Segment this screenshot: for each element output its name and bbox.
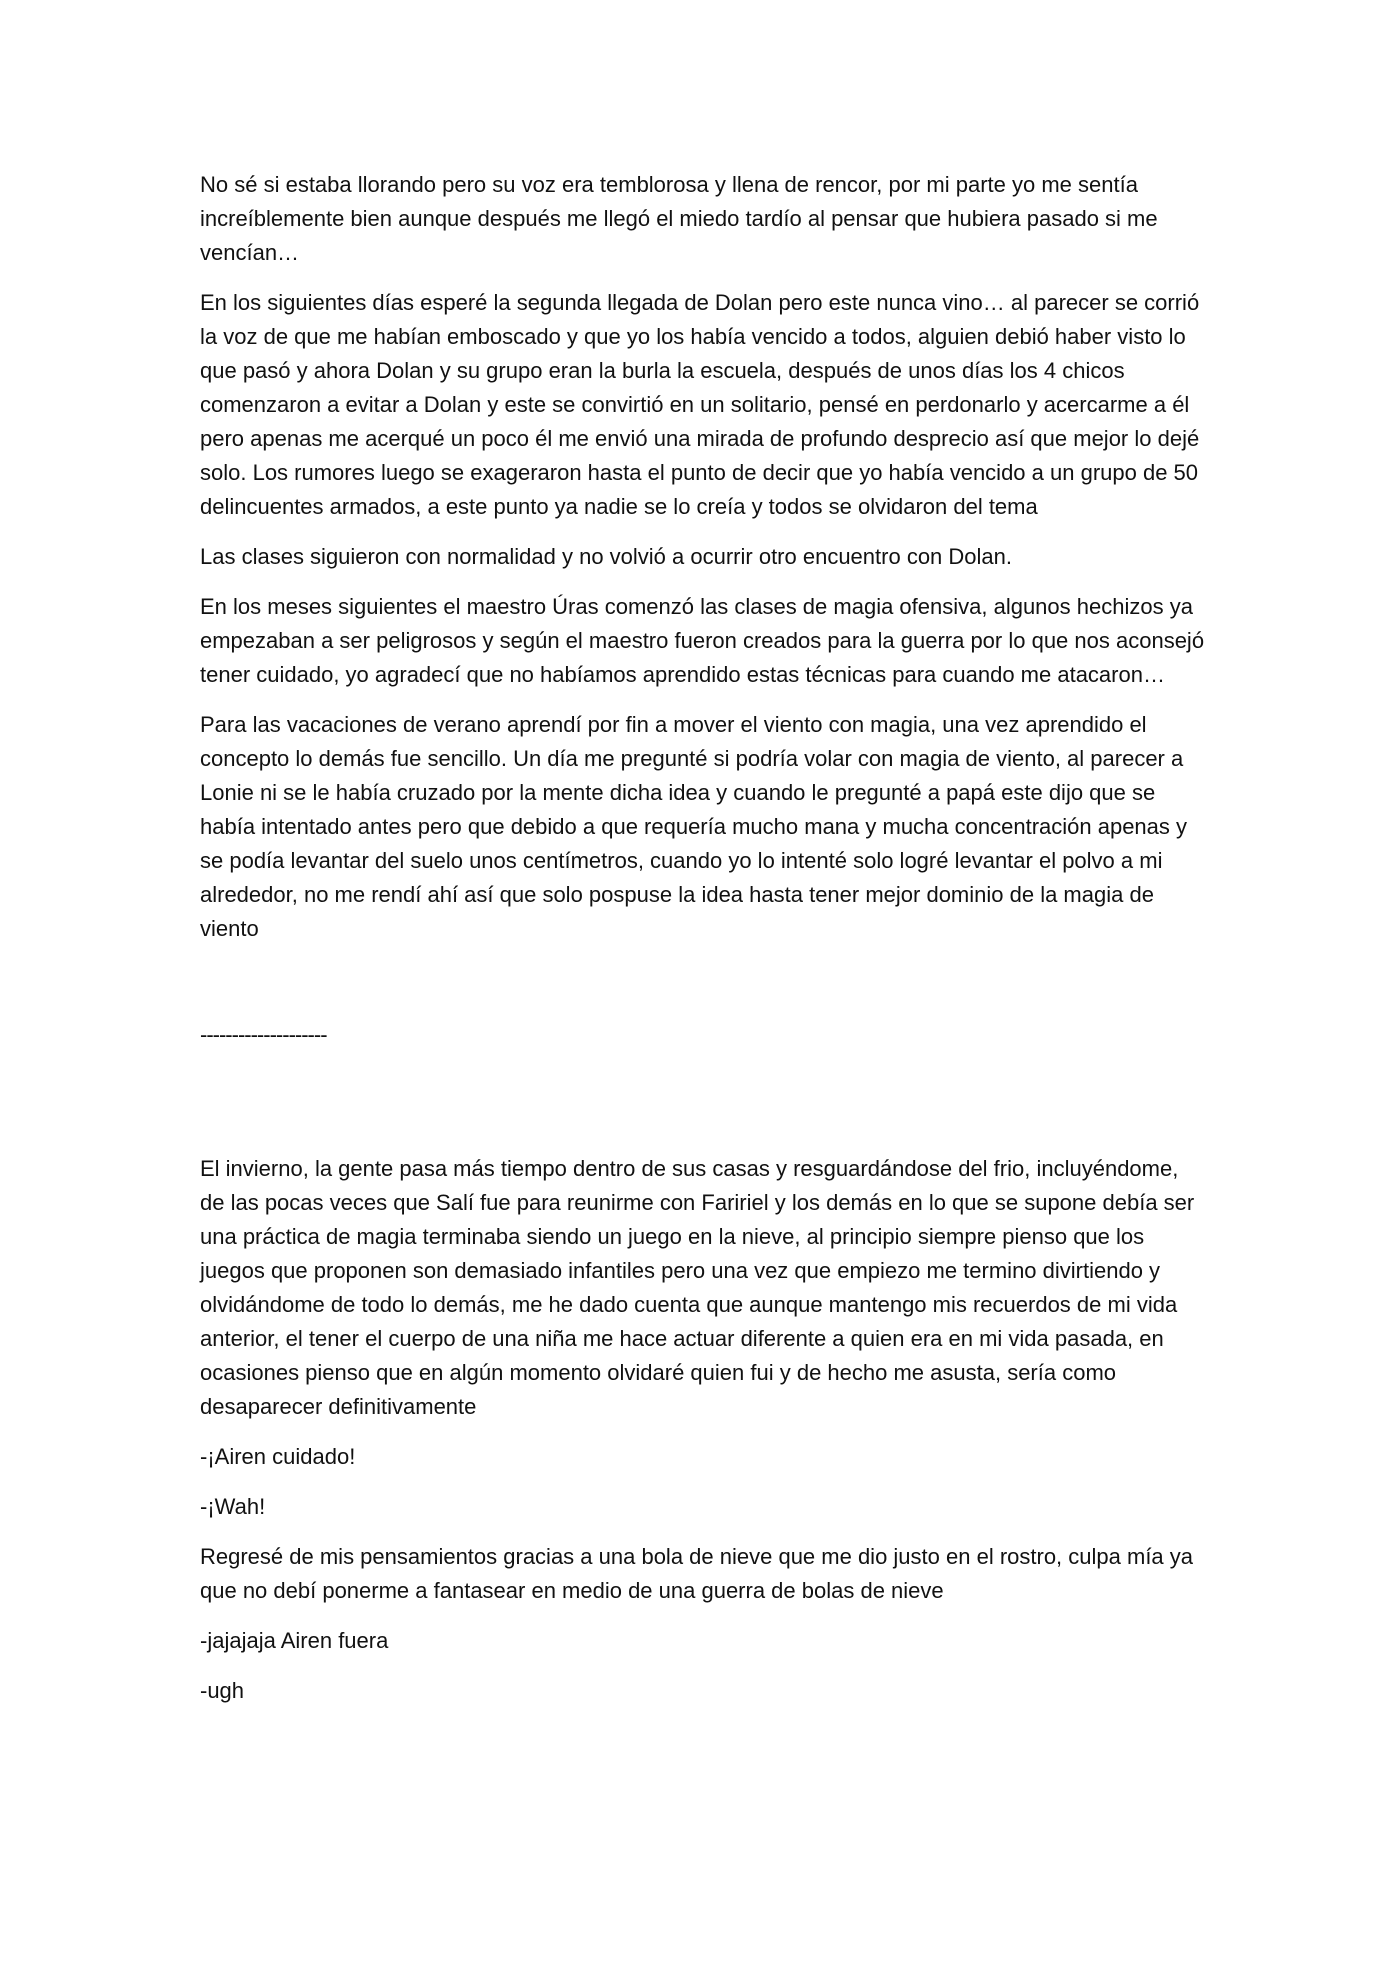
dialogue-line: -¡Airen cuidado! bbox=[200, 1444, 356, 1469]
section-separator: -------------------- bbox=[200, 1022, 327, 1047]
paragraph: En los siguientes días esperé la segunda llegada de Dolan pero este nunca vino… al parecer se corrió la voz de que me habían emboscado y que yo los había vencido a todos, alguien debió haber visto lo que pasó y ahora Dolan y su grupo eran la burla la escuela, después de unos días los 4 chicos comenzaron a evitar a Dolan y este se convirtió en un solitario, pensé en perdonarlo y acercarme a él pero apenas me acerqué un poco él me envió una mirada de profundo desprecio así que mejor lo dejé solo. Los rumores luego se exageraron hasta el punto de decir que yo había vencido a un grupo de 50 delincuentes armados, a este punto ya nadie se lo creía y todos se olvidaron del tema bbox=[200, 290, 1200, 519]
paragraph: Las clases siguieron con normalidad y no volvió a ocurrir otro encuentro con Dolan. bbox=[200, 544, 1012, 569]
paragraph: Para las vacaciones de verano aprendí por fin a mover el viento con magia, una vez aprendido el concepto lo demás fue sencillo. Un día me pregunté si podría volar con magia de viento, al parecer a Lonie ni se le había cruzado por la mente dicha idea y cuando le pregunté a papá este dijo que se había intentado antes pero que debido a que requería mucho mana y mucha concentración apenas y se podía levantar del suelo unos centímetros, cuando yo lo intenté solo logré levantar el polvo a mi alrededor, no me rendí ahí así que solo pospuse la idea hasta tener mejor dominio de la magia de viento bbox=[200, 712, 1188, 941]
dialogue-line: -¡Wah! bbox=[200, 1494, 266, 1519]
paragraph: En los meses siguientes el maestro Úras comenzó las clases de magia ofensiva, algunos hechizos ya empezaban a ser peligrosos y según el maestro fueron creados para la guerra por lo que nos aconsejó tener cuidado, yo agradecí que no habíamos aprendido estas técnicas para cuando me atacaron… bbox=[200, 594, 1205, 687]
dialogue-line: -jajajaja Airen fuera bbox=[200, 1628, 389, 1653]
document-body bbox=[200, 168, 1205, 1724]
paragraph: El invierno, la gente pasa más tiempo dentro de sus casas y resguardándose del frio, incluyéndome, de las pocas veces que Salí fue para reunirme con Faririel y los demás en lo que se supone debía ser una práctica de magia terminaba siendo un juego en la nieve, al principio siempre pienso que los juegos que proponen son demasiado infantiles pero una vez que empiezo me termino divirtiendo y olvidándome de todo lo demás, me he dado cuenta que aunque mantengo mis recuerdos de mi vida anterior, el tener el cuerpo de una niña me hace actuar diferente a quien era en mi vida pasada, en ocasiones pienso que en algún momento olvidaré quien fui y de hecho me asusta, sería como desaparecer definitivamente bbox=[200, 1156, 1195, 1419]
dialogue-line: -ugh bbox=[200, 1678, 245, 1703]
paragraph: No sé si estaba llorando pero su voz era temblorosa y llena de rencor, por mi parte yo me sentía increíblemente bien aunque después me llegó el miedo tardío al pensar que hubiera pasado si me vencían… bbox=[200, 172, 1158, 265]
paragraph: Regresé de mis pensamientos gracias a una bola de nieve que me dio justo en el rostro, culpa mía ya que no debí ponerme a fantasear en medio de una guerra de bolas de nieve bbox=[200, 1544, 1194, 1603]
